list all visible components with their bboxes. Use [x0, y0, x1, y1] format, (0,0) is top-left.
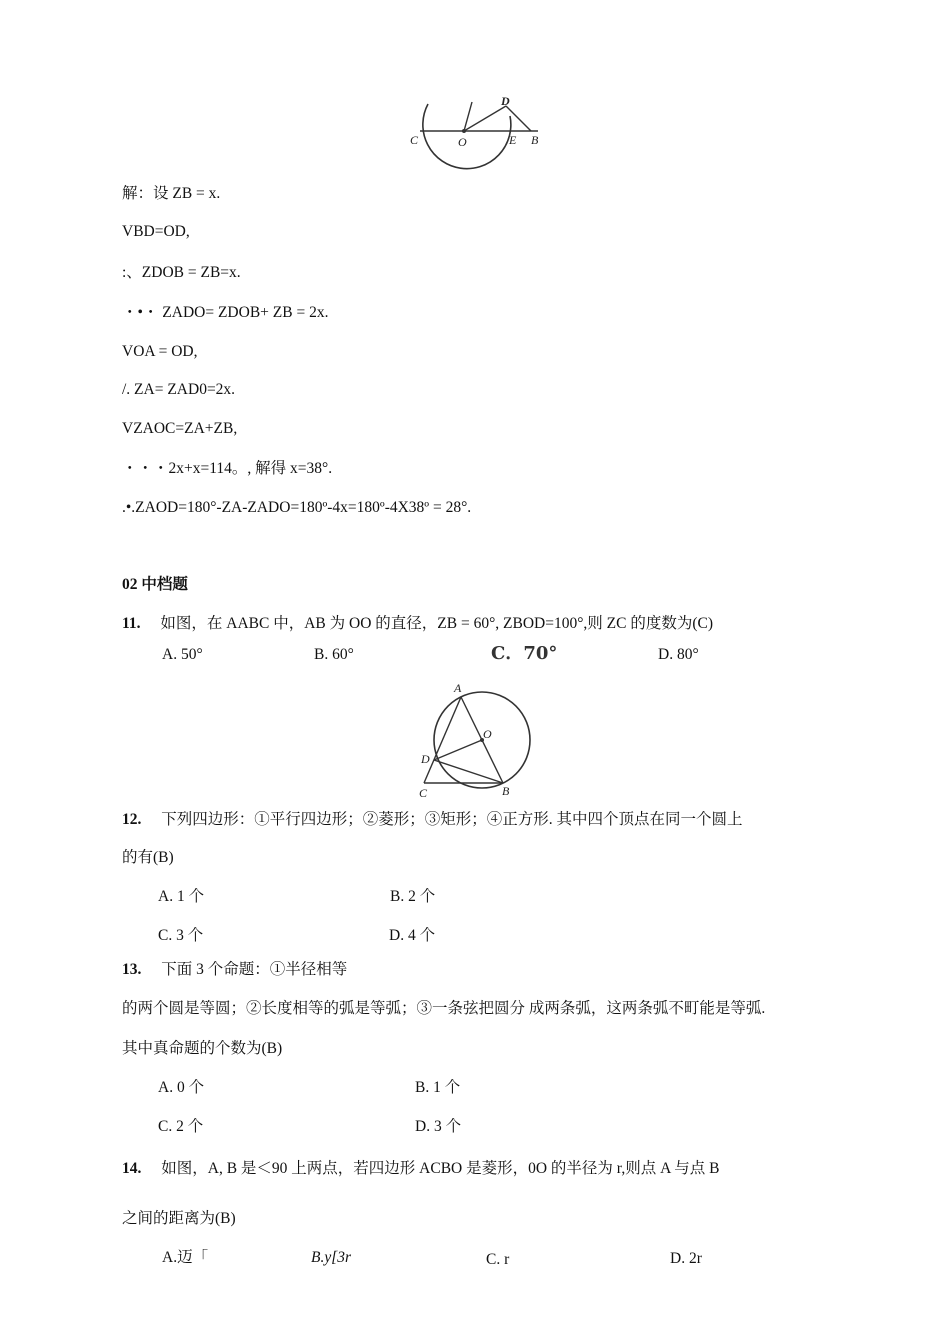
- solution-line-3: :、ZDOB = ZB=x.: [122, 264, 241, 281]
- q12-text: 下列四边形：①平行四边形；②菱形；③矩形；④正方形. 其中四个顶点在同一个圆上: [161, 811, 743, 828]
- q14-option-d: D. 2r: [670, 1250, 702, 1267]
- segment-db: [434, 760, 503, 783]
- circle-arc: [423, 104, 511, 169]
- solution-line-5: VOA = OD,: [122, 343, 198, 360]
- solution-line-4: ・•・ ZADO= ZDOB+ ZB = 2x.: [122, 304, 329, 321]
- q13-text-2: 的两个圆是等圆；②长度相等的弧是等弧；③一条弦把圆分 成两条弧，这两条弧不町能是等弧.: [122, 1000, 766, 1017]
- q12-option-a: A. 1 个: [158, 888, 205, 905]
- q12-line: [122, 810, 743, 830]
- label-c: C: [410, 133, 419, 147]
- q14-option-c: C. r: [486, 1251, 510, 1268]
- label-o: O: [483, 727, 492, 741]
- q11-option-c: C．70°: [491, 643, 558, 664]
- label-o: O: [458, 135, 467, 149]
- q13-text: 下面 3 个命题：①半径相等: [161, 961, 348, 978]
- q13-line: [122, 960, 347, 980]
- q12-option-c: C. 3 个: [158, 927, 204, 944]
- q13-option-a: A. 0 个: [158, 1079, 205, 1096]
- q13-option-c: C. 2 个: [158, 1118, 204, 1135]
- q14-text: 如图，A, B 是＜90 上两点，若四边形 ACBO 是菱形，0O 的半径为 r,则点 A 与点 B: [161, 1160, 720, 1177]
- solution-line-6: /. ZA= ZAD0=2x.: [122, 381, 236, 398]
- q14-number: 14.: [122, 1160, 142, 1177]
- q11-text: 如图，在 AABC 中，AB 为 OO 的直径，ZB = 60°, ZBOD=100°,则 ZC 的度数为(C): [160, 615, 713, 632]
- label-c: C: [419, 786, 428, 800]
- solution-line-9: .•.ZAOD=180°-ZA-ZADO=180º-4x=180º-4X38º = 28°.: [122, 499, 472, 516]
- q11-number: 11.: [122, 615, 141, 632]
- solution-line-7: VZAOC=ZA+ZB,: [122, 420, 238, 437]
- solution-line-1: 解：设 ZB = x.: [122, 185, 221, 202]
- label-b: B: [531, 133, 539, 147]
- q13-number: 13.: [122, 961, 142, 978]
- label-e: E: [509, 133, 517, 147]
- section-title: 02 中档题: [122, 576, 188, 593]
- q11-option-b: B. 60°: [314, 646, 354, 663]
- q12-option-d: D. 4 个: [389, 927, 436, 944]
- q13-option-d: D. 3 个: [415, 1118, 462, 1135]
- figure-circle-cdoeb: [400, 92, 550, 182]
- segment-ac: [424, 697, 461, 783]
- solution-line-8: ・・・2x+x=114。, 解得 x=38°.: [122, 460, 333, 477]
- q11-line: [122, 614, 713, 634]
- q11-option-d: D. 80°: [658, 646, 699, 663]
- q14-line: [122, 1159, 720, 1179]
- solution-line-2: VBD=OD,: [122, 223, 190, 240]
- q13-text-3: 其中真命题的个数为(B): [122, 1040, 283, 1057]
- q12-number: 12.: [122, 811, 142, 828]
- label-d: D: [501, 94, 510, 108]
- center-dot: [462, 129, 466, 133]
- q14-option-a: A.迈「: [162, 1249, 209, 1266]
- q14-text-2: 之间的距离为(B): [122, 1210, 236, 1227]
- q13-option-b: B. 1 个: [415, 1079, 461, 1096]
- label-b: B: [502, 784, 510, 798]
- q14-option-b: B.y[3r: [311, 1249, 352, 1266]
- label-d: D: [421, 752, 430, 766]
- q12-option-b: B. 2 个: [390, 888, 436, 905]
- figure-circle-triangle: [410, 676, 540, 802]
- q12-text-2: 的有(B): [122, 849, 174, 866]
- label-a: A: [454, 681, 462, 695]
- q11-option-a: A. 50°: [162, 646, 203, 663]
